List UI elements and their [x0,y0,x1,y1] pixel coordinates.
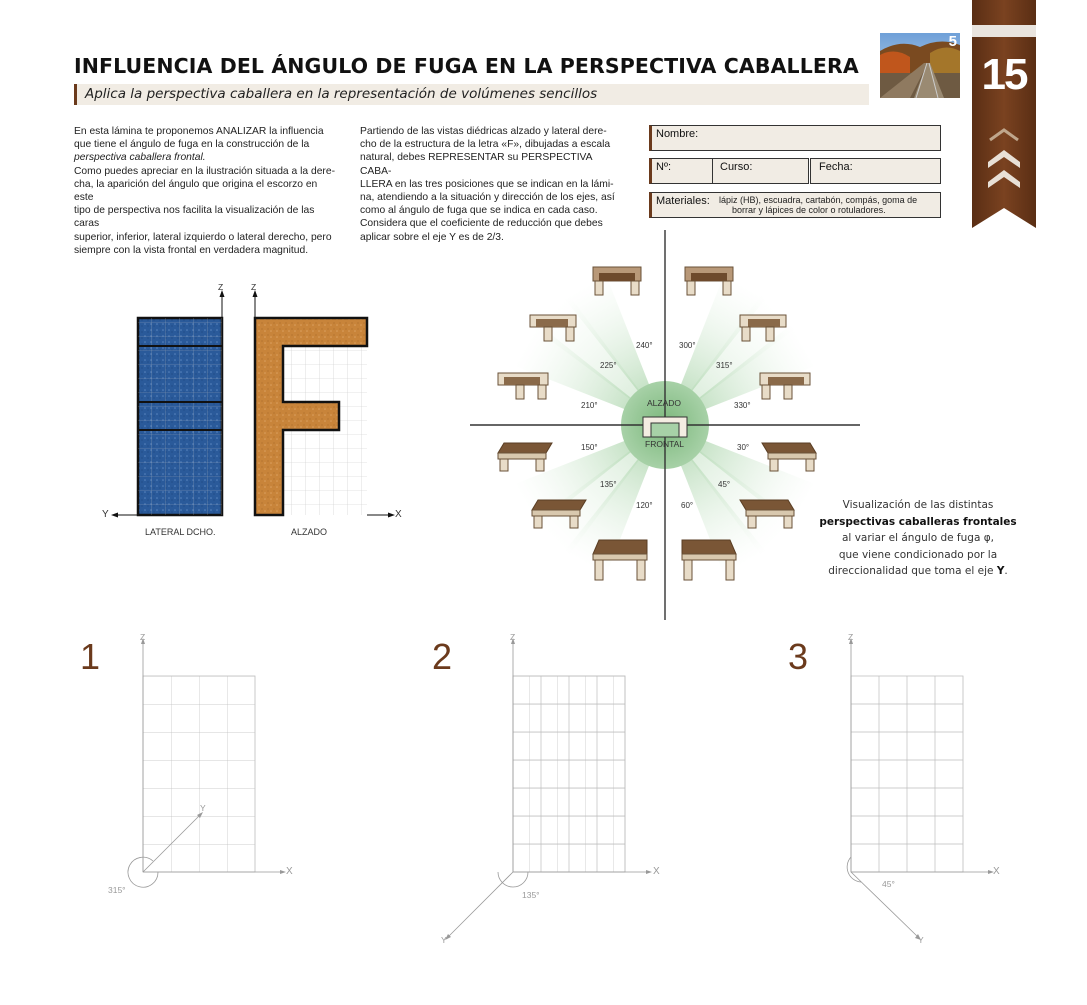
center-label-frontal: FRONTAL [645,439,685,449]
exercise-number-3: 3 [788,636,809,677]
x-axis-label: X [993,866,1000,877]
intro-line: aplicar sobre el eje Y es de 2/3. [360,231,504,243]
z-axis-label: Z [140,632,146,642]
angle-label: 330° [734,401,751,410]
angle-label: 30° [737,443,750,452]
date-label: Fecha: [819,161,853,173]
z-axis-label: Z [848,632,854,642]
angle-label: 210° [581,401,598,410]
diagram-caption [812,497,1024,580]
materials-label: Materiales: [656,195,710,207]
caption-line: al variar el ángulo de fuga φ, [842,532,994,544]
sheet-number: 15 [981,50,1027,99]
date-field[interactable] [810,158,941,184]
exercise-grid-3[interactable] [810,630,1010,950]
angle-label: 45° [718,480,731,489]
z-axis-label: Z [218,282,224,292]
y-axis-label: Y [918,935,924,945]
intro-line: LLERA en las tres posiciones que se indican en la lámi- [360,178,614,190]
z-axis-label: Z [510,632,516,642]
intro-line: Como puedes apreciar en la ilustración situada a la dere- [74,165,336,177]
intro-line: como al ángulo de fuga que se indica en cada caso. [360,205,598,217]
materials-line-2: borrar y lápices de color o rotuladores. [732,205,886,215]
page-subtitle: Aplica la perspectiva caballera en la representación de volúmenes sencillos [85,86,598,102]
caption-line-bold: perspectivas caballeras frontales [819,515,1017,528]
orthographic-views [95,280,415,540]
number-label: Nº: [656,161,672,173]
caption-axis: Y [996,565,1005,577]
exercise-grid-2[interactable] [430,630,670,950]
y-axis-label: Y [102,509,109,520]
caption-line: que viene condicionado por la [838,548,998,561]
angle-label: 300° [679,341,696,350]
intro-line: perspectiva caballera frontal. [74,152,206,164]
fuga-angle-radial-diagram [460,225,870,625]
caption-line [812,563,1024,580]
y-axis-label: Y [200,803,206,813]
angle-label: 240° [636,341,653,350]
intro-line: Considera que el coeficiente de reducción que debes [360,218,603,230]
x-axis-label: X [653,866,660,877]
fuga-angle-label: 135° [522,890,540,900]
course-label: Curso: [720,161,753,173]
angle-label: 315° [716,361,733,370]
angle-label: 150° [581,443,598,452]
intro-line: tipo de perspectiva nos facilita la visualización de las caras [74,205,315,230]
caption-text: direccionalidad que toma el eje [828,565,997,577]
name-label: Nombre: [656,128,699,140]
intro-line: cho de la estructura de la letra «F», dibujadas a escala [360,139,611,151]
lateral-view-label: LATERAL DCHO. [145,527,216,537]
materials-box [649,192,941,218]
x-axis-label: X [395,509,402,520]
intro-column-1 [74,125,336,257]
exercise-number-1: 1 [80,636,101,677]
sheet-ribbon [972,0,1036,228]
angle-label: 225° [600,361,617,370]
y-axis-label: Y [441,935,447,945]
intro-line: cha, la aparición del ángulo que origina el escorzo en este [74,178,318,204]
exercise-number-2: 2 [432,636,453,677]
angle-label: 120° [636,501,653,510]
intro-line: superior, inferior, lateral izquierdo o lateral derecho, pero [74,231,332,243]
front-view-label: ALZADO [291,527,328,537]
intro-line: Partiendo de las vistas diédricas alzado y lateral dere- [360,126,607,137]
intro-line: na, atendiendo a la situación y dirección de los ejes, así [360,192,615,204]
caption-line: Visualización de las distintas [842,499,994,511]
caption-text: . [1004,565,1008,577]
angle-label: 60° [681,501,694,510]
intro-line: que tiene el ángulo de fuga en la construcción de la [74,139,310,151]
name-field[interactable] [649,125,941,151]
intro-line: siempre con la vista frontal en verdadera magnitud. [74,244,309,256]
number-field[interactable] [649,158,713,184]
intro-line: natural, debes REPRESENTAR su PERSPECTIVA CABA- [360,152,592,177]
x-axis-label: X [286,866,293,877]
intro-line: En esta lámina te proponemos ANALIZAR la influencia [74,126,324,137]
fuga-angle-label: 45° [882,879,895,889]
materials-line-1: lápiz (HB), escuadra, cartabón, compás, goma de [719,195,918,205]
z-axis-label: Z [251,282,257,292]
center-label-alzado: ALZADO [647,398,682,408]
angle-label: 135° [600,480,617,489]
railway-photo [880,33,960,98]
course-field[interactable] [712,158,809,184]
photo-badge: 5 [948,33,957,50]
fuga-angle-label: 315° [108,885,126,895]
page-title: INFLUENCIA DEL ÁNGULO DE FUGA EN LA PERSPECTIVA CABALLERA [74,54,859,78]
